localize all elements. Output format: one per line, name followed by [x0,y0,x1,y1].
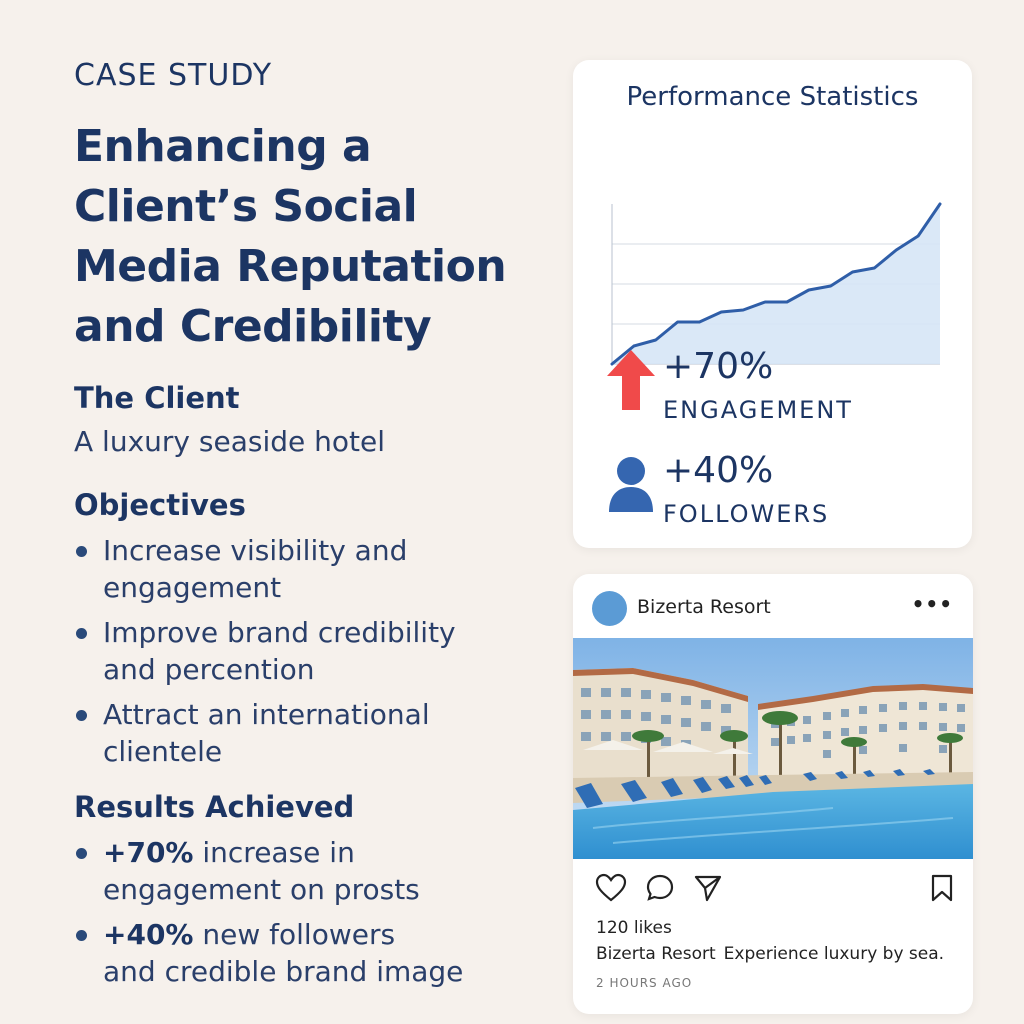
stat-value: +40% [663,450,774,491]
list-item-line: clientele [103,735,223,768]
post-username[interactable]: Bizerta Resort [637,596,771,618]
objectives-heading: Objectives [74,488,246,522]
list-item-line: Increase visibility and [103,534,408,567]
list-item-line: new followers [193,918,396,951]
bullet-dot-icon [76,930,87,941]
list-item-line: Attract an international [103,698,430,731]
stat-label: FOLLOWERS [663,500,830,528]
list-item [74,916,544,990]
case-study-column [74,58,544,998]
share-icon[interactable] [693,873,723,903]
heart-icon[interactable] [595,873,627,903]
list-item-line: increase in [193,836,355,869]
list-item-line: and percention [103,653,315,686]
result-highlight: +70% [103,836,194,869]
result-highlight: +40% [103,918,194,951]
social-post-card[interactable] [573,574,973,1014]
post-header [573,574,973,638]
list-item-line: Improve brand credibility [103,616,456,649]
title-line: and Credibility [74,301,432,352]
likes-count[interactable]: 120 likes [596,918,672,938]
performance-chart [609,196,943,366]
list-item [74,834,544,908]
bullet-dot-icon [76,848,87,859]
post-caption [596,944,944,964]
objectives-list [74,532,544,770]
arrow-up-icon [607,350,655,412]
bullet-dot-icon [76,710,87,721]
page-title [74,117,544,357]
post-actions [595,873,955,903]
list-item-line: engagement on prosts [103,873,420,906]
title-line: Media Reputation [74,241,507,292]
post-timestamp: 2 HOURS AGO [596,976,693,990]
person-icon [607,456,655,514]
performance-stats-card [573,60,972,548]
eyebrow-label: CASE STUDY [74,58,273,93]
title-line: Client’s Social [74,181,418,232]
caption-username[interactable]: Bizerta Resort [596,944,716,964]
resort-pool-image[interactable] [573,638,973,859]
bookmark-icon[interactable] [929,873,955,903]
stat-label: ENGAGEMENT [663,396,853,424]
list-item-line: engagement [103,571,282,604]
client-description: A luxury seaside hotel [74,425,385,458]
list-item-line: and credible brand image [103,955,464,988]
caption-text: Experience luxury by sea. [723,944,945,964]
more-options-icon[interactable]: ••• [911,592,953,616]
stats-title: Performance Statistics [626,82,919,112]
results-heading: Results Achieved [74,790,355,824]
bullet-dot-icon [76,546,87,557]
stat-value: +70% [663,346,774,387]
client-heading: The Client [74,381,240,415]
bullet-dot-icon [76,628,87,639]
list-item [74,696,544,770]
comment-icon[interactable] [645,873,675,903]
list-item [74,614,544,688]
list-item [74,532,544,606]
avatar[interactable] [592,591,627,626]
results-list [74,834,544,990]
title-line: Enhancing a [74,121,372,172]
